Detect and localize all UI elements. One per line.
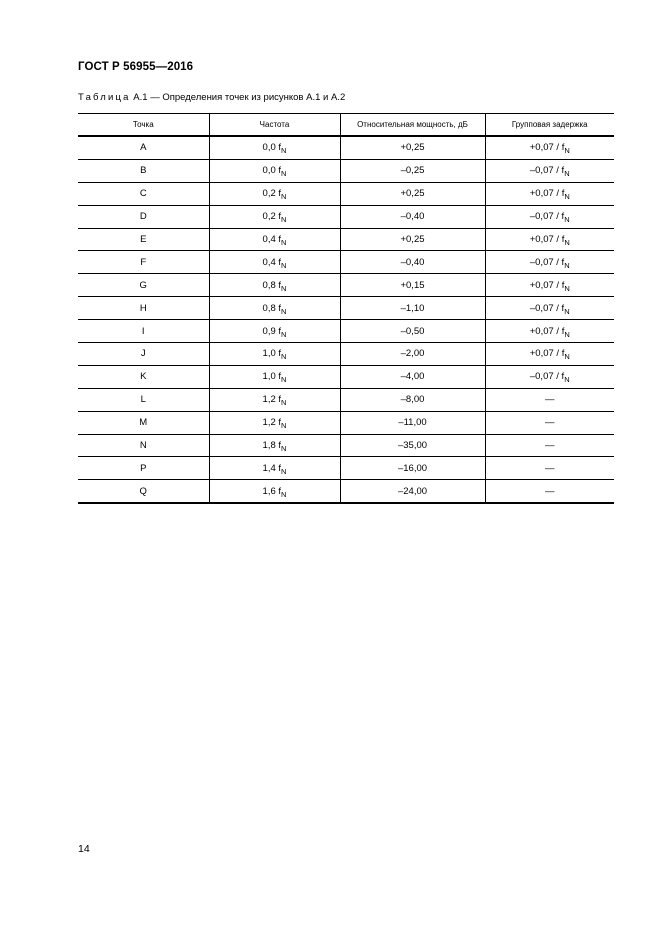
frequency-subscript: N (281, 375, 287, 385)
group-delay-subscript: N (564, 375, 570, 385)
cell-group-delay (485, 480, 614, 503)
group-delay-subscript: N (564, 169, 570, 179)
cell-group-delay (485, 457, 614, 480)
frequency-value: 0,2 f (262, 211, 282, 223)
group-delay-value: — (545, 417, 555, 429)
frequency-value: 0,0 f (262, 142, 282, 154)
frequency-subscript: N (281, 421, 287, 431)
cell-relative-power: –2,00 (340, 343, 485, 366)
group-delay-value: +0,07 / f (529, 234, 565, 245)
frequency-subscript: N (281, 466, 287, 476)
group-delay-value: –0,07 / f (529, 302, 565, 314)
group-delay-value: –0,07 / f (529, 371, 565, 383)
cell-group-delay (485, 228, 614, 251)
group-delay-value: –0,07 / f (529, 165, 565, 177)
frequency-value: 0,8 f (262, 279, 282, 291)
frequency-subscript: N (281, 444, 287, 454)
cell-group-delay (485, 365, 614, 388)
column-header-group-delay: Групповая задержка (485, 114, 614, 137)
group-delay-value: — (545, 394, 555, 406)
frequency-value: 1,4 f (262, 462, 282, 474)
cell-frequency (209, 205, 340, 228)
table-body (78, 136, 614, 503)
cell-frequency (209, 228, 340, 251)
table-caption (78, 92, 345, 103)
table-row (78, 159, 614, 182)
group-delay-value: +0,07 / f (529, 188, 565, 200)
group-delay-value: –0,07 / f (529, 211, 565, 223)
frequency-value: 1,0 f (262, 348, 282, 360)
cell-group-delay (485, 251, 614, 274)
group-delay-value: — (545, 440, 555, 452)
cell-frequency (209, 297, 340, 320)
table-row (78, 251, 614, 274)
cell-point: F (78, 251, 209, 274)
cell-frequency (209, 320, 340, 343)
group-delay-subscript: N (564, 215, 570, 225)
cell-point: C (78, 182, 209, 205)
cell-frequency (209, 480, 340, 503)
table-row (78, 320, 614, 343)
cell-relative-power: +0,25 (340, 182, 485, 205)
frequency-value: 0,0 f (262, 165, 282, 177)
cell-relative-power: –24,00 (340, 480, 485, 503)
frequency-value: 0,9 f (262, 325, 282, 337)
table-row (78, 388, 614, 411)
cell-point: K (78, 365, 209, 388)
cell-point: H (78, 297, 209, 320)
cell-point: E (78, 228, 209, 251)
cell-frequency (209, 343, 340, 366)
cell-relative-power: +0,25 (340, 136, 485, 159)
cell-frequency (209, 136, 340, 159)
frequency-value: 0,2 f (262, 188, 282, 200)
cell-relative-power: –4,00 (340, 365, 485, 388)
table-header-row (78, 114, 614, 137)
table-row (78, 182, 614, 205)
cell-frequency (209, 274, 340, 297)
cell-point: I (78, 320, 209, 343)
cell-point: J (78, 343, 209, 366)
cell-group-delay (485, 297, 614, 320)
column-header-point: Точка (78, 114, 209, 137)
cell-group-delay (485, 320, 614, 343)
table-row (78, 343, 614, 366)
table-row (78, 457, 614, 480)
cell-group-delay (485, 388, 614, 411)
table-row (78, 297, 614, 320)
cell-point: M (78, 411, 209, 434)
cell-point: P (78, 457, 209, 480)
frequency-subscript: N (281, 329, 287, 339)
cell-group-delay (485, 205, 614, 228)
table-caption-text: А.1 — Определения точек из рисунков А.1 и А.2 (133, 92, 346, 103)
cell-point: N (78, 434, 209, 457)
cell-frequency (209, 457, 340, 480)
document-header: ГОСТ Р 56955—2016 (78, 61, 194, 73)
frequency-value: 1,2 f (262, 417, 282, 429)
table-row (78, 434, 614, 457)
frequency-subscript: N (281, 352, 287, 362)
cell-relative-power: –35,00 (340, 434, 485, 457)
frequency-subscript: N (281, 215, 287, 225)
group-delay-subscript: N (564, 283, 570, 293)
group-delay-value: — (545, 485, 555, 497)
group-delay-value: –0,07 / f (529, 256, 565, 268)
cell-point: G (78, 274, 209, 297)
frequency-subscript: N (281, 489, 287, 499)
group-delay-subscript: N (564, 306, 570, 316)
group-delay-value: +0,07 / f (529, 142, 565, 154)
cell-group-delay (485, 159, 614, 182)
table-row (78, 365, 614, 388)
table-row (78, 274, 614, 297)
points-table (78, 113, 614, 504)
cell-group-delay (485, 434, 614, 457)
frequency-value: 1,0 f (262, 371, 282, 383)
group-delay-value: — (545, 462, 555, 474)
group-delay-subscript: N (564, 146, 570, 156)
cell-relative-power: –8,00 (340, 388, 485, 411)
frequency-value: 1,6 f (262, 485, 282, 497)
column-header-frequency: Частота (209, 114, 340, 137)
cell-relative-power: –0,50 (340, 320, 485, 343)
frequency-subscript: N (281, 238, 287, 247)
cell-group-delay (485, 411, 614, 434)
table-row (78, 480, 614, 503)
group-delay-subscript: N (564, 238, 570, 247)
frequency-value: 0,4 f (262, 256, 282, 268)
cell-relative-power: –11,00 (340, 411, 485, 434)
cell-frequency (209, 365, 340, 388)
column-header-relative-power: Относительная мощность, дБ (340, 114, 485, 137)
frequency-subscript: N (281, 192, 287, 202)
frequency-value: 1,2 f (262, 394, 282, 406)
group-delay-subscript: N (564, 192, 570, 202)
cell-relative-power: +0,25 (340, 228, 485, 251)
cell-relative-power: –0,40 (340, 205, 485, 228)
group-delay-value: +0,07 / f (529, 279, 565, 291)
cell-group-delay (485, 343, 614, 366)
cell-group-delay (485, 136, 614, 159)
group-delay-value: +0,07 / f (529, 325, 565, 337)
table-caption-word: Таблица (78, 92, 131, 103)
frequency-subscript: N (281, 260, 287, 270)
cell-point: D (78, 205, 209, 228)
cell-relative-power: –1,10 (340, 297, 485, 320)
cell-frequency (209, 434, 340, 457)
group-delay-value: +0,07 / f (529, 348, 565, 360)
frequency-value: 0,8 f (262, 302, 282, 314)
page-number: 14 (78, 843, 90, 855)
group-delay-subscript: N (564, 260, 570, 270)
table-row (78, 136, 614, 159)
cell-relative-power: +0,15 (340, 274, 485, 297)
cell-group-delay (485, 274, 614, 297)
frequency-value: 1,8 f (262, 440, 282, 452)
frequency-value: 0,4 f (262, 234, 282, 245)
cell-frequency (209, 251, 340, 274)
cell-frequency (209, 388, 340, 411)
cell-group-delay (485, 182, 614, 205)
cell-frequency (209, 411, 340, 434)
cell-relative-power: –16,00 (340, 457, 485, 480)
frequency-subscript: N (281, 169, 287, 179)
table-row (78, 411, 614, 434)
cell-frequency (209, 182, 340, 205)
cell-relative-power: –0,40 (340, 251, 485, 274)
frequency-subscript: N (281, 146, 287, 156)
group-delay-subscript: N (564, 329, 570, 339)
cell-point: Q (78, 480, 209, 503)
cell-point: A (78, 136, 209, 159)
cell-point: B (78, 159, 209, 182)
cell-relative-power: –0,25 (340, 159, 485, 182)
frequency-subscript: N (281, 398, 287, 408)
cell-frequency (209, 159, 340, 182)
group-delay-subscript: N (564, 352, 570, 362)
table-row (78, 205, 614, 228)
cell-point: L (78, 388, 209, 411)
frequency-subscript: N (281, 283, 287, 293)
table-row (78, 228, 614, 251)
frequency-subscript: N (281, 306, 287, 316)
